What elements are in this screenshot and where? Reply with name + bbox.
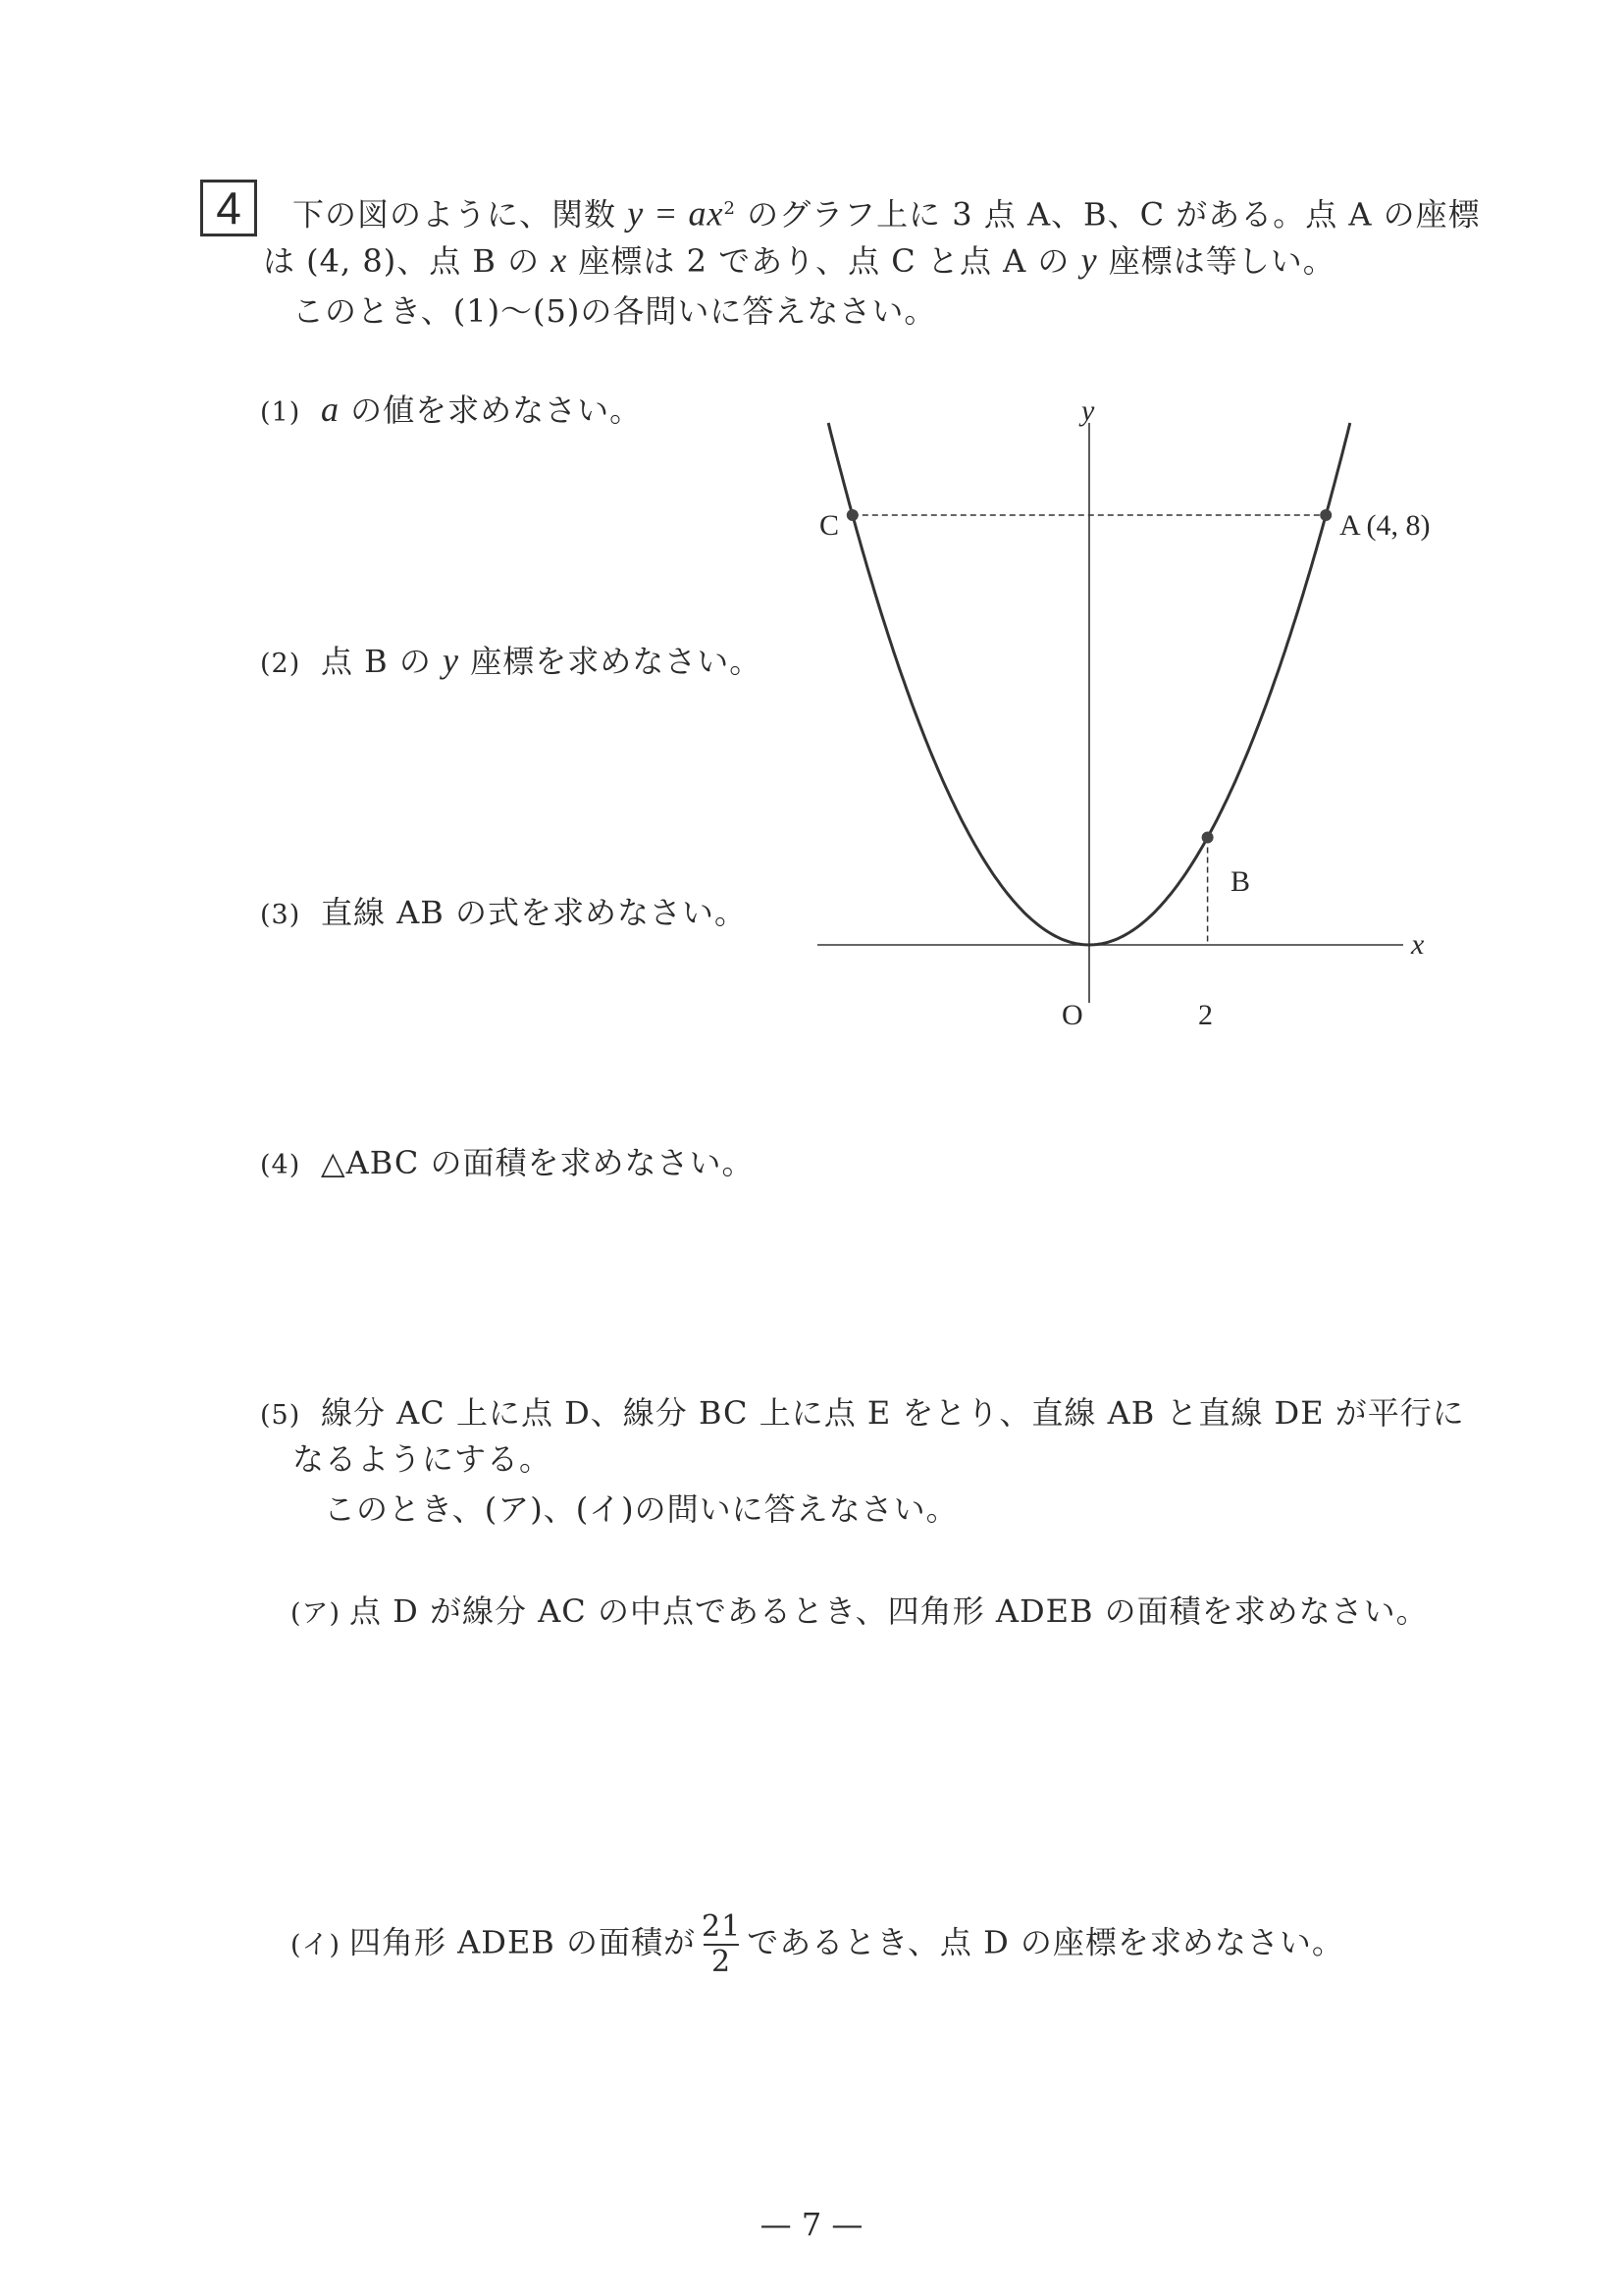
math: y = ax xyxy=(627,193,724,234)
origin-label: O xyxy=(1062,999,1083,1031)
math: y xyxy=(1080,240,1098,280)
text: 座標は 2 であり、点 C と点 A の xyxy=(567,242,1081,280)
text: 下の図のように、関数 xyxy=(292,195,628,234)
math: x xyxy=(550,240,568,280)
point-a xyxy=(1320,509,1332,521)
question-5-line-2: なるようにする。 xyxy=(292,1440,552,1478)
question-label: (3) xyxy=(260,900,301,930)
text: 直線 AB の式を求めなさい。 xyxy=(321,894,747,931)
tick-label-2: 2 xyxy=(1198,999,1213,1031)
question-5-line-3: このとき、(ア)、(イ)の問いに答えなさい。 xyxy=(324,1490,959,1528)
math: a xyxy=(321,390,340,429)
x-axis-label: x xyxy=(1411,928,1425,961)
text: 点 B の xyxy=(321,643,444,680)
point-c xyxy=(847,509,859,521)
question-label: (1) xyxy=(260,397,301,428)
text: であるとき、点 D の座標を求めなさい。 xyxy=(747,1923,1344,1961)
y-axis-label: y xyxy=(1081,394,1095,427)
numerator: 21 xyxy=(702,1909,742,1944)
page-number: — 7 — xyxy=(759,2206,864,2243)
text: の値を求めなさい。 xyxy=(340,391,643,429)
denominator: 2 xyxy=(711,1945,732,1979)
question-label: (イ) xyxy=(290,1929,341,1960)
math: y xyxy=(443,641,460,680)
question-label: (5) xyxy=(260,1400,301,1431)
question-label: (2) xyxy=(260,649,301,679)
text: は (4, 8)、点 B の xyxy=(263,242,551,280)
text: 点 D が線分 AC の中点であるとき、四角形 ADEB の面積を求めなさい。 xyxy=(349,1592,1429,1630)
exponent: 2 xyxy=(723,198,736,219)
point-a-label: A (4, 8) xyxy=(1339,509,1431,542)
text: 四角形 ADEB の面積が xyxy=(349,1923,696,1961)
intro-line-3: このとき、(1)〜(5)の各問いに答えなさい。 xyxy=(292,292,937,330)
question-label: (ア) xyxy=(290,1598,341,1629)
point-c-label: C xyxy=(819,509,840,542)
text: のグラフ上に 3 点 A、B、C がある。点 A の座標 xyxy=(735,195,1481,234)
point-b-label: B xyxy=(1230,865,1251,898)
text: △ABC の面積を求めなさい。 xyxy=(321,1144,755,1181)
text: 座標を求めなさい。 xyxy=(459,643,762,680)
text: 線分 AC 上に点 D、線分 BC 上に点 E をとり、直線 AB と直線 DE が平行に xyxy=(321,1394,1465,1432)
text: 座標は等しい。 xyxy=(1097,242,1335,280)
question-label: (4) xyxy=(260,1150,301,1180)
point-b xyxy=(1202,832,1214,844)
problem-number: 4 xyxy=(200,180,257,236)
